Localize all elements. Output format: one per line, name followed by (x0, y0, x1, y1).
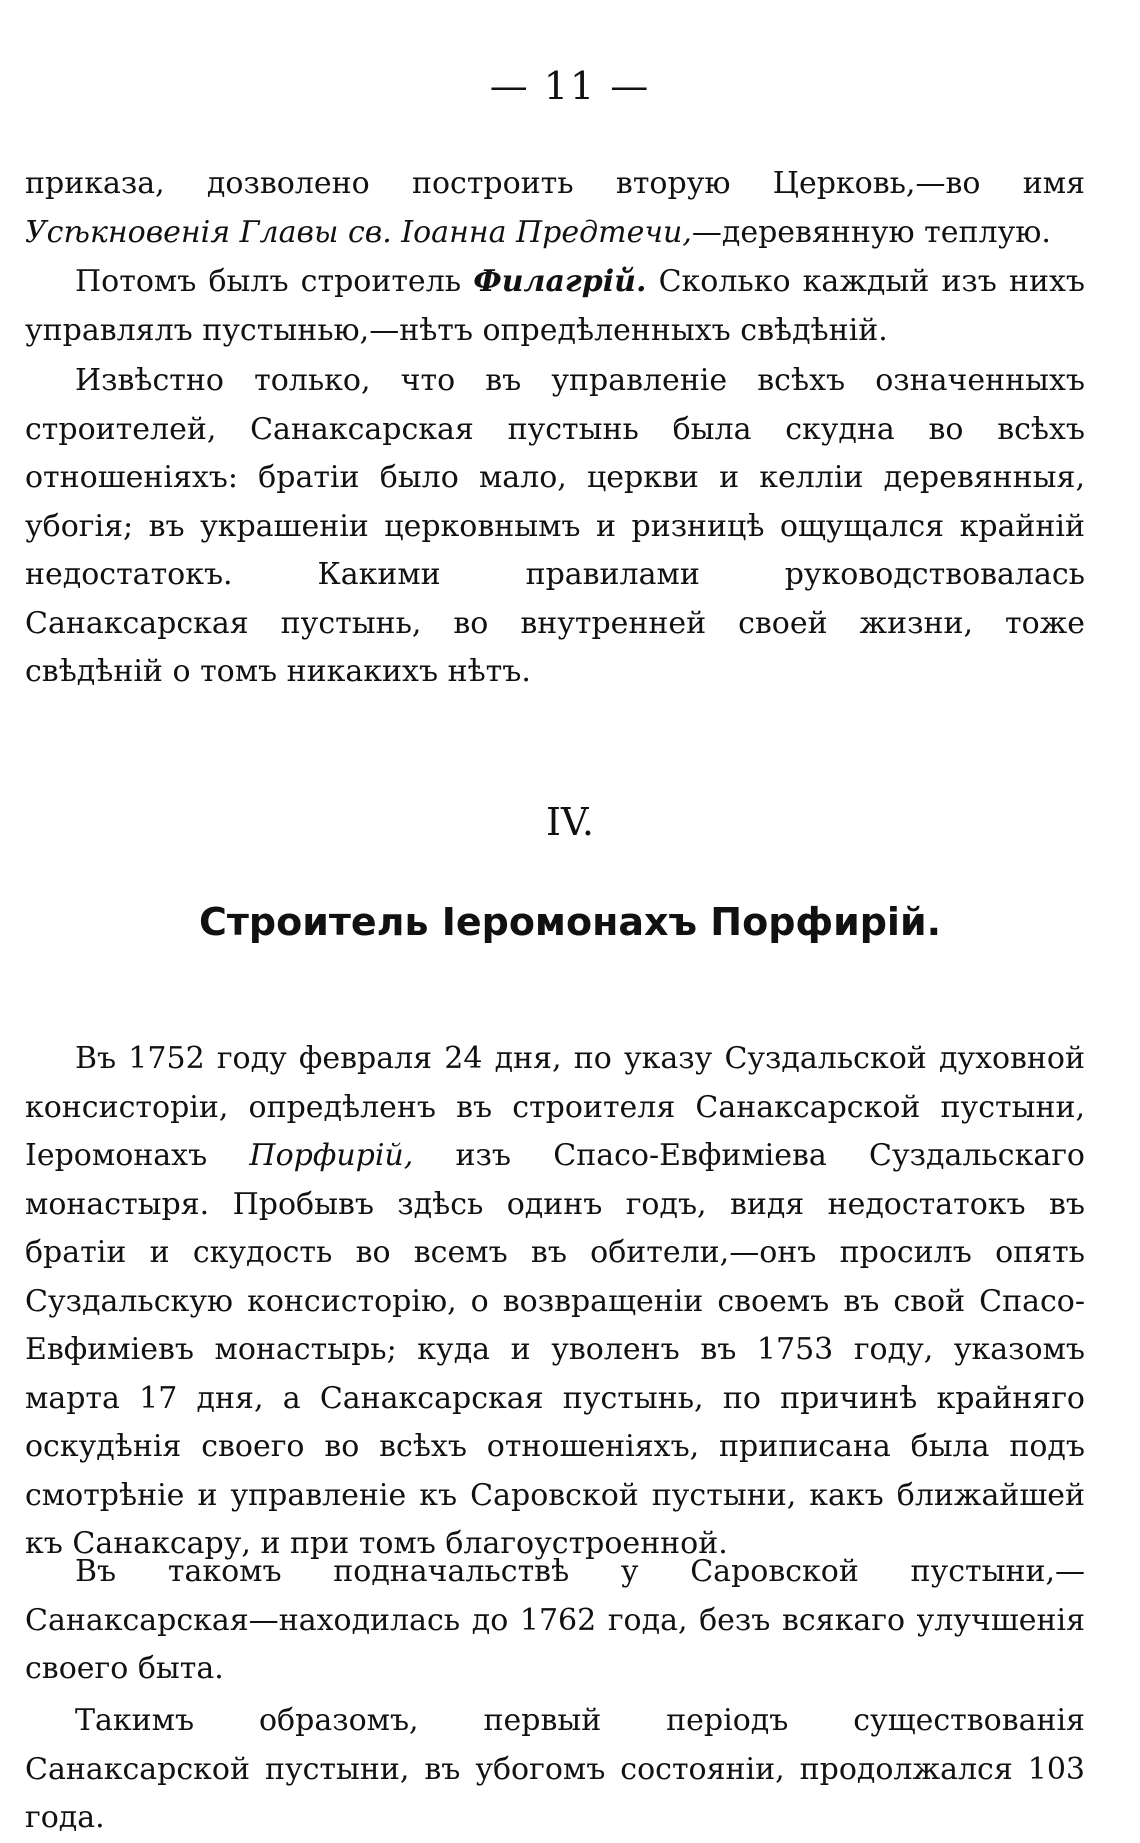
chapter-title: Строитель Іеромонахъ Порфирій. (198, 900, 942, 944)
paragraph-4-text-b: изъ Спасо-Евфиміева Суздальскаго монастыря. Пробывъ здѣсь одинъ годъ, видя недостатокъ въ братіи и скудость во всемъ въ обители,—онъ просилъ опять Суздальскую консисторію, о возвращеніи своемъ въ свой Спасо-Евфиміевъ монастырь; куда и уволенъ въ 1753 году, указомъ марта 17 дня, а Санаксарская пустынь, по причинѣ крайняго оскудѣнія своего во всѣхъ отношеніяхъ, приписана была подъ смотрѣніе и управленіе къ Саровской пустыни, какъ ближайшей къ Санаксару, и при томъ благоустроенной. (25, 1138, 1085, 1561)
paragraph-2-italic: Филагрій. (473, 264, 647, 299)
paragraph-2 (25, 258, 1085, 355)
paragraph-2-text-b: Сколько каждый изъ нихъ управлялъ пустынью,—нѣтъ опредѣленныхъ свѣдѣній. (25, 264, 1085, 348)
section-number: IV. (546, 800, 594, 844)
paragraph-1-text-a: приказа, дозволено построить вторую Церковь,—во имя (25, 166, 1085, 201)
paragraph-1 (25, 160, 1085, 257)
paragraph-1-text-b: —деревянную теплую. (691, 214, 1051, 250)
paragraph-4 (25, 1035, 1085, 1569)
paragraph-3: Извѣстно только, что въ управленіе всѣхъ означенныхъ строителей, Санаксарская пустынь была скудна во всѣхъ отношеніяхъ: братіи было мало, церкви и келліи деревянныя, убогія; въ украшеніи церковнымъ и ризницѣ ощущался крайній недостатокъ. Какими правилами руководствовалась Санаксарская пустынь, во внутренней своей жизни, тоже свѣдѣній о томъ никакихъ нѣтъ. (25, 363, 1085, 689)
paragraph-4-italic: Порфирій, (249, 1138, 414, 1173)
paragraph-4-text-a: Въ 1752 году февраля 24 дня, по указу Суздальской духовной консисторіи, опредѣленъ въ строителя Санаксарской пустыни, Іеромонахъ (25, 1041, 1085, 1173)
paragraph-2-text-a: Потомъ былъ строитель (75, 264, 474, 299)
page-number: — 11 — (489, 64, 651, 108)
paragraph-6: Такимъ образомъ, первый періодъ существованія Санаксарской пустыни, въ убогомъ состояніи, продолжался 103 года. (25, 1703, 1085, 1835)
paragraph-1-italic: Усѣкновенія Главы св. Іоанна Предтечи, (25, 214, 692, 250)
paragraph-5: Въ такомъ подначальствѣ у Саровской пустыни,—Санаксарская—находилась до 1762 года, безъ всякаго улучшенія своего быта. (25, 1554, 1085, 1686)
